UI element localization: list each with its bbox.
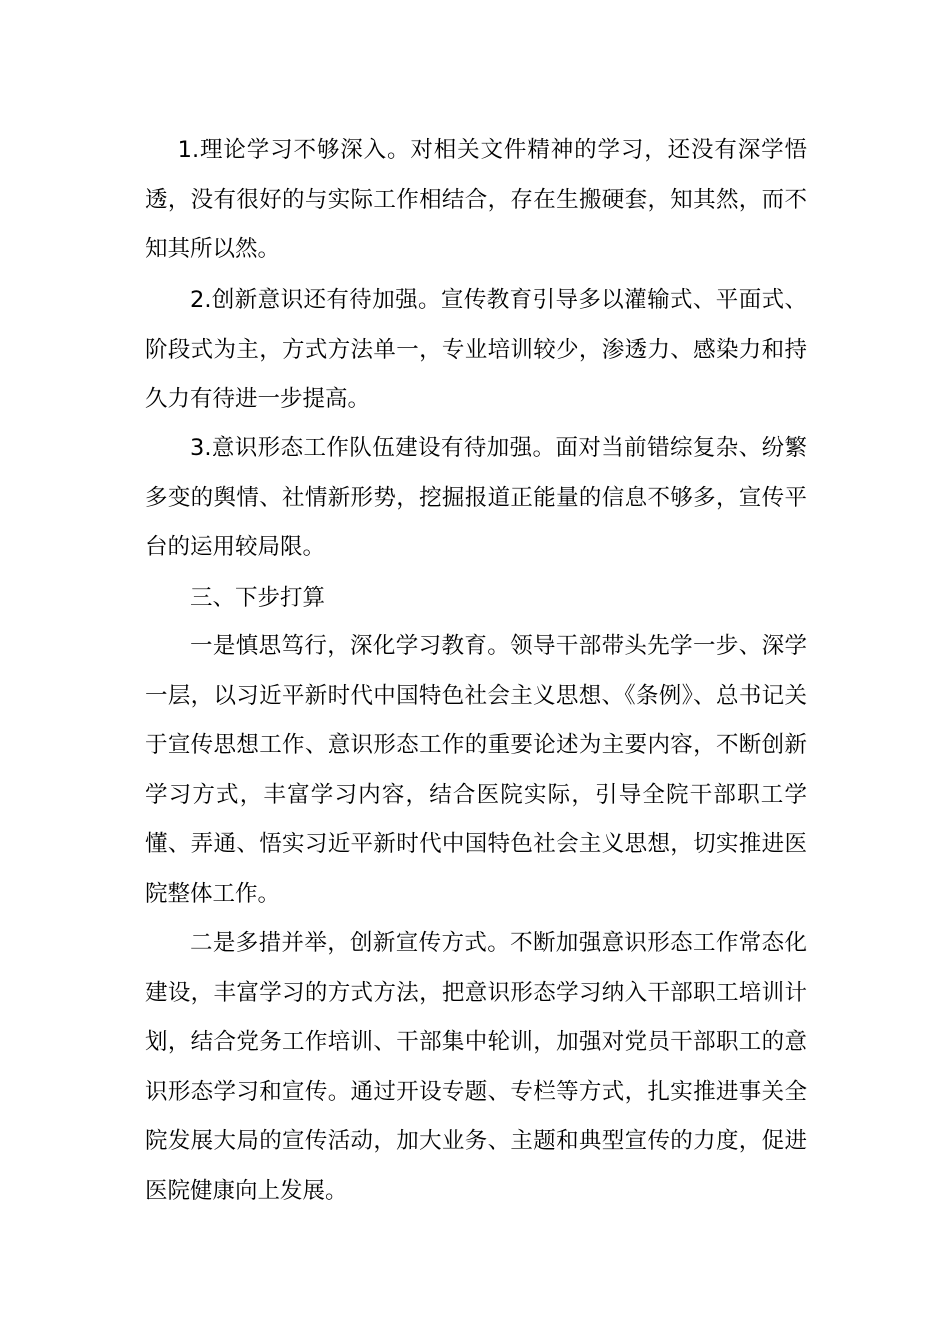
paragraph-issue-theory-study: 1.理论学习不够深入。对相关文件精神的学习，还没有深学悟透，没有很好的与实际工作相结合，存在生搬硬套，知其然，而不知其所以然。 (145, 137, 807, 262)
paragraph-issue-team-building: 3.意识形态工作队伍建设有待加强。面对当前错综复杂、纷繁多变的舆情、社情新形势，挖掘报道正能量的信息不够多，宣传平台的运用较局限。 (145, 435, 807, 560)
section-heading-next-steps: 三、下步打算 (190, 585, 326, 611)
paragraph-issue-innovation: 2.创新意识还有待加强。宣传教育引导多以灌输式、平面式、阶段式为主，方式方法单一，专业培训较少，渗透力、感染力和持久力有待进一步提高。 (145, 287, 807, 412)
paragraph-plan-study-education: 一是慎思笃行，深化学习教育。领导干部带头先学一步、深学一层，以习近平新时代中国特色社会主义思想、《条例》、总书记关于宣传思想工作、意识形态工作的重要论述为主要内容，不断创新学习方式，丰富学习内容，结合医院实际，引导全院干部职工学懂、弄通、悟实习近平新时代中国特色社会主义思想，切实推进医院整体工作。 (145, 633, 807, 907)
paragraph-plan-publicity-methods: 二是多措并举，创新宣传方式。不断加强意识形态工作常态化建设，丰富学习的方式方法，把意识形态学习纳入干部职工培训计划，结合党务工作培训、干部集中轮训，加强对党员干部职工的意识形态学习和宣传。通过开设专题、专栏等方式，扎实推进事关全院发展大局的宣传活动，加大业务、主题和典型宣传的力度，促进医院健康向上发展。 (145, 930, 807, 1204)
